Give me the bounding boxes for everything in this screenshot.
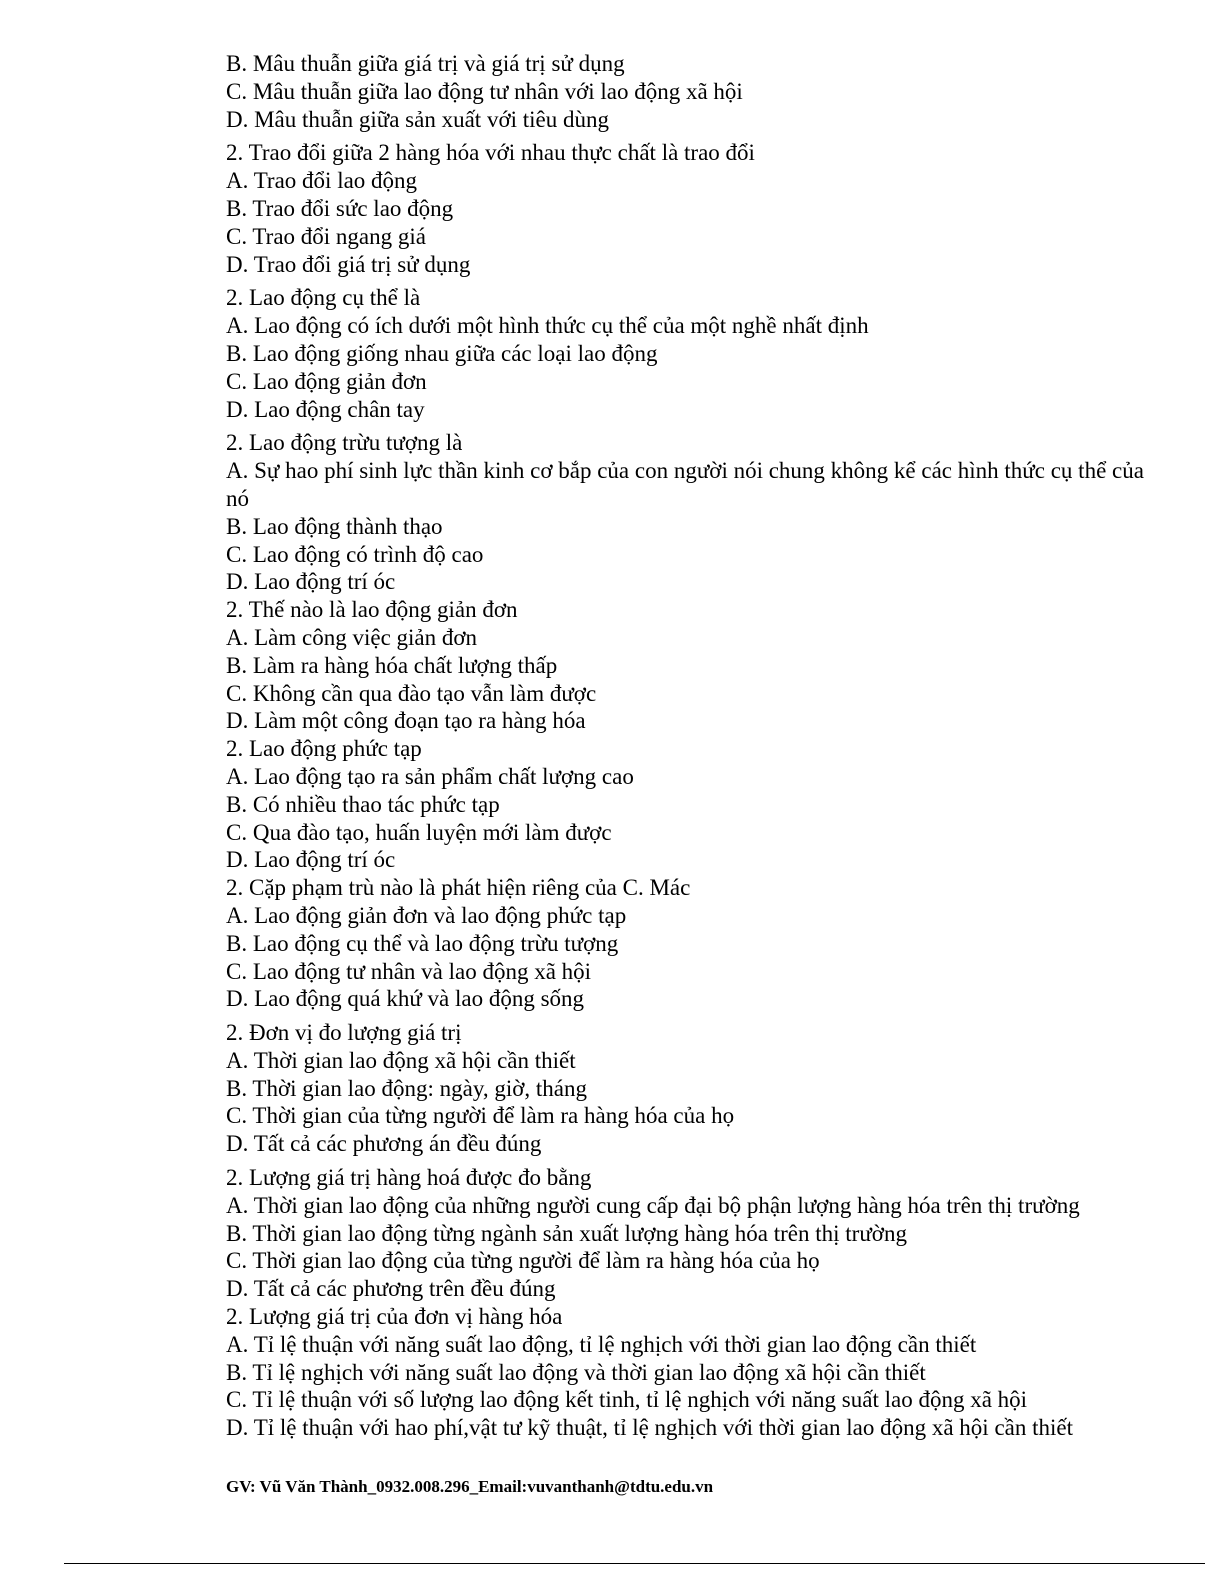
page-footer: GV: Vũ Văn Thành_0932.008.296_Email:vuvanthanh@tdtu.edu.vn	[226, 1477, 714, 1496]
option-b: B. Lao động cụ thể và lao động trừu tượng	[226, 930, 619, 956]
option-b: B. Làm ra hàng hóa chất lượng thấp	[226, 652, 558, 678]
option-a: A. Lao động tạo ra sản phẩm chất lượng cao	[226, 763, 634, 789]
option-d: D. Làm một công đoạn tạo ra hàng hóa	[226, 708, 586, 734]
option-d: D. Lao động trí óc	[226, 847, 396, 873]
option-d: D. Lao động quá khứ và lao động sống	[226, 986, 585, 1012]
option-d: D. Tất cả các phương trên đều đúng	[226, 1276, 556, 1302]
option-b: B. Thời gian lao động từng ngành sản xuất lượng hàng hóa trên thị trường	[226, 1220, 907, 1246]
question-block	[226, 1303, 1146, 1442]
option-b: B. Lao động thành thạo	[226, 513, 443, 539]
question-stem: 2. Lao động trừu tượng là	[226, 430, 463, 456]
question-stem: 2. Thế nào là lao động giản đơn	[226, 597, 518, 623]
option-c: C. Lao động tư nhân và lao động xã hội	[226, 958, 592, 984]
question-stem: 2. Lượng giá trị hàng hoá được đo bằng	[226, 1165, 592, 1191]
question-stem: 2. Đơn vị đo lượng giá trị	[226, 1020, 462, 1046]
option-a: A. Làm công việc giản đơn	[226, 624, 478, 650]
option-a: A. Thời gian lao động xã hội cần thiết	[226, 1047, 576, 1073]
option-b: B. Thời gian lao động: ngày, giờ, tháng	[226, 1075, 587, 1101]
option-d: D. Tỉ lệ thuận với hao phí,vật tư kỹ thuật, tỉ lệ nghịch với thời gian lao động xã hội cần thiết	[226, 1415, 1073, 1441]
option-d: D. Lao động trí óc	[226, 569, 396, 595]
question-block	[226, 735, 1146, 874]
option-b: B. Mâu thuẫn giữa giá trị và giá trị sử dụng	[226, 51, 625, 76]
question-stem: 2. Lượng giá trị của đơn vị hàng hóa	[226, 1304, 563, 1330]
question-stem: 2. Cặp phạm trù nào là phát hiện riêng của C. Mác	[226, 875, 691, 901]
option-d: D. Trao đổi giá trị sử dụng	[226, 251, 471, 277]
option-c: C. Thời gian lao động của từng người để làm ra hàng hóa của họ	[226, 1248, 820, 1274]
option-c: C. Trao đổi ngang giá	[226, 223, 426, 249]
option-a: A. Thời gian lao động của những người cung cấp đại bộ phận lượng hàng hóa trên thị trường	[226, 1192, 1080, 1218]
option-d: D. Lao động chân tay	[226, 396, 425, 422]
option-b: B. Lao động giống nhau giữa các loại lao động	[226, 340, 658, 366]
option-b: B. Tỉ lệ nghịch với năng suất lao động và thời gian lao động xã hội cần thiết	[226, 1359, 926, 1385]
option-d: D. Mâu thuẫn giữa sản xuất với tiêu dùng	[226, 106, 609, 132]
question-stem: 2. Lao động cụ thể là	[226, 285, 421, 311]
option-c: C. Qua đào tạo, huấn luyện mới làm được	[226, 819, 612, 845]
option-b: B. Trao đổi sức lao động	[226, 195, 454, 221]
question-block	[226, 1164, 1146, 1303]
option-c: C. Lao động giản đơn	[226, 368, 427, 394]
option-c: C. Mâu thuẫn giữa lao động tư nhân với lao động xã hội	[226, 78, 743, 104]
question-block	[226, 874, 1146, 1013]
question-stem: 2. Lao động phức tạp	[226, 736, 422, 762]
option-a: A. Sự hao phí sinh lực thần kinh cơ bắp của con người nói chung không kể các hình thức cụ thể của nó	[226, 458, 1144, 511]
question-block	[226, 596, 1146, 735]
option-c: C. Tỉ lệ thuận với số lượng lao động kết tinh, tỉ lệ nghịch với năng suất lao động xã hội	[226, 1387, 1028, 1413]
question-block	[226, 1019, 1146, 1158]
option-a: A. Lao động có ích dưới một hình thức cụ thể của một nghề nhất định	[226, 313, 869, 339]
option-c: C. Không cần qua đào tạo vẫn làm được	[226, 680, 597, 706]
option-d: D. Tất cả các phương án đều đúng	[226, 1131, 542, 1157]
question-block	[226, 50, 1146, 133]
option-c: C. Lao động có trình độ cao	[226, 541, 484, 567]
option-a: A. Lao động giản đơn và lao động phức tạp	[226, 902, 627, 928]
option-c: C. Thời gian của từng người để làm ra hàng hóa của họ	[226, 1103, 735, 1129]
question-stem: 2. Trao đổi giữa 2 hàng hóa với nhau thực chất là trao đổi	[226, 140, 755, 166]
option-a: A. Trao đổi lao động	[226, 168, 418, 194]
question-block	[226, 139, 1146, 278]
question-list	[226, 50, 1146, 1442]
option-b: B. Có nhiều thao tác phức tạp	[226, 791, 500, 817]
option-a: A. Tỉ lệ thuận với năng suất lao động, tỉ lệ nghịch với thời gian lao động cần thiết	[226, 1331, 977, 1357]
page-bottom-divider	[64, 1563, 1205, 1564]
question-block	[226, 284, 1146, 423]
question-block	[226, 429, 1146, 596]
